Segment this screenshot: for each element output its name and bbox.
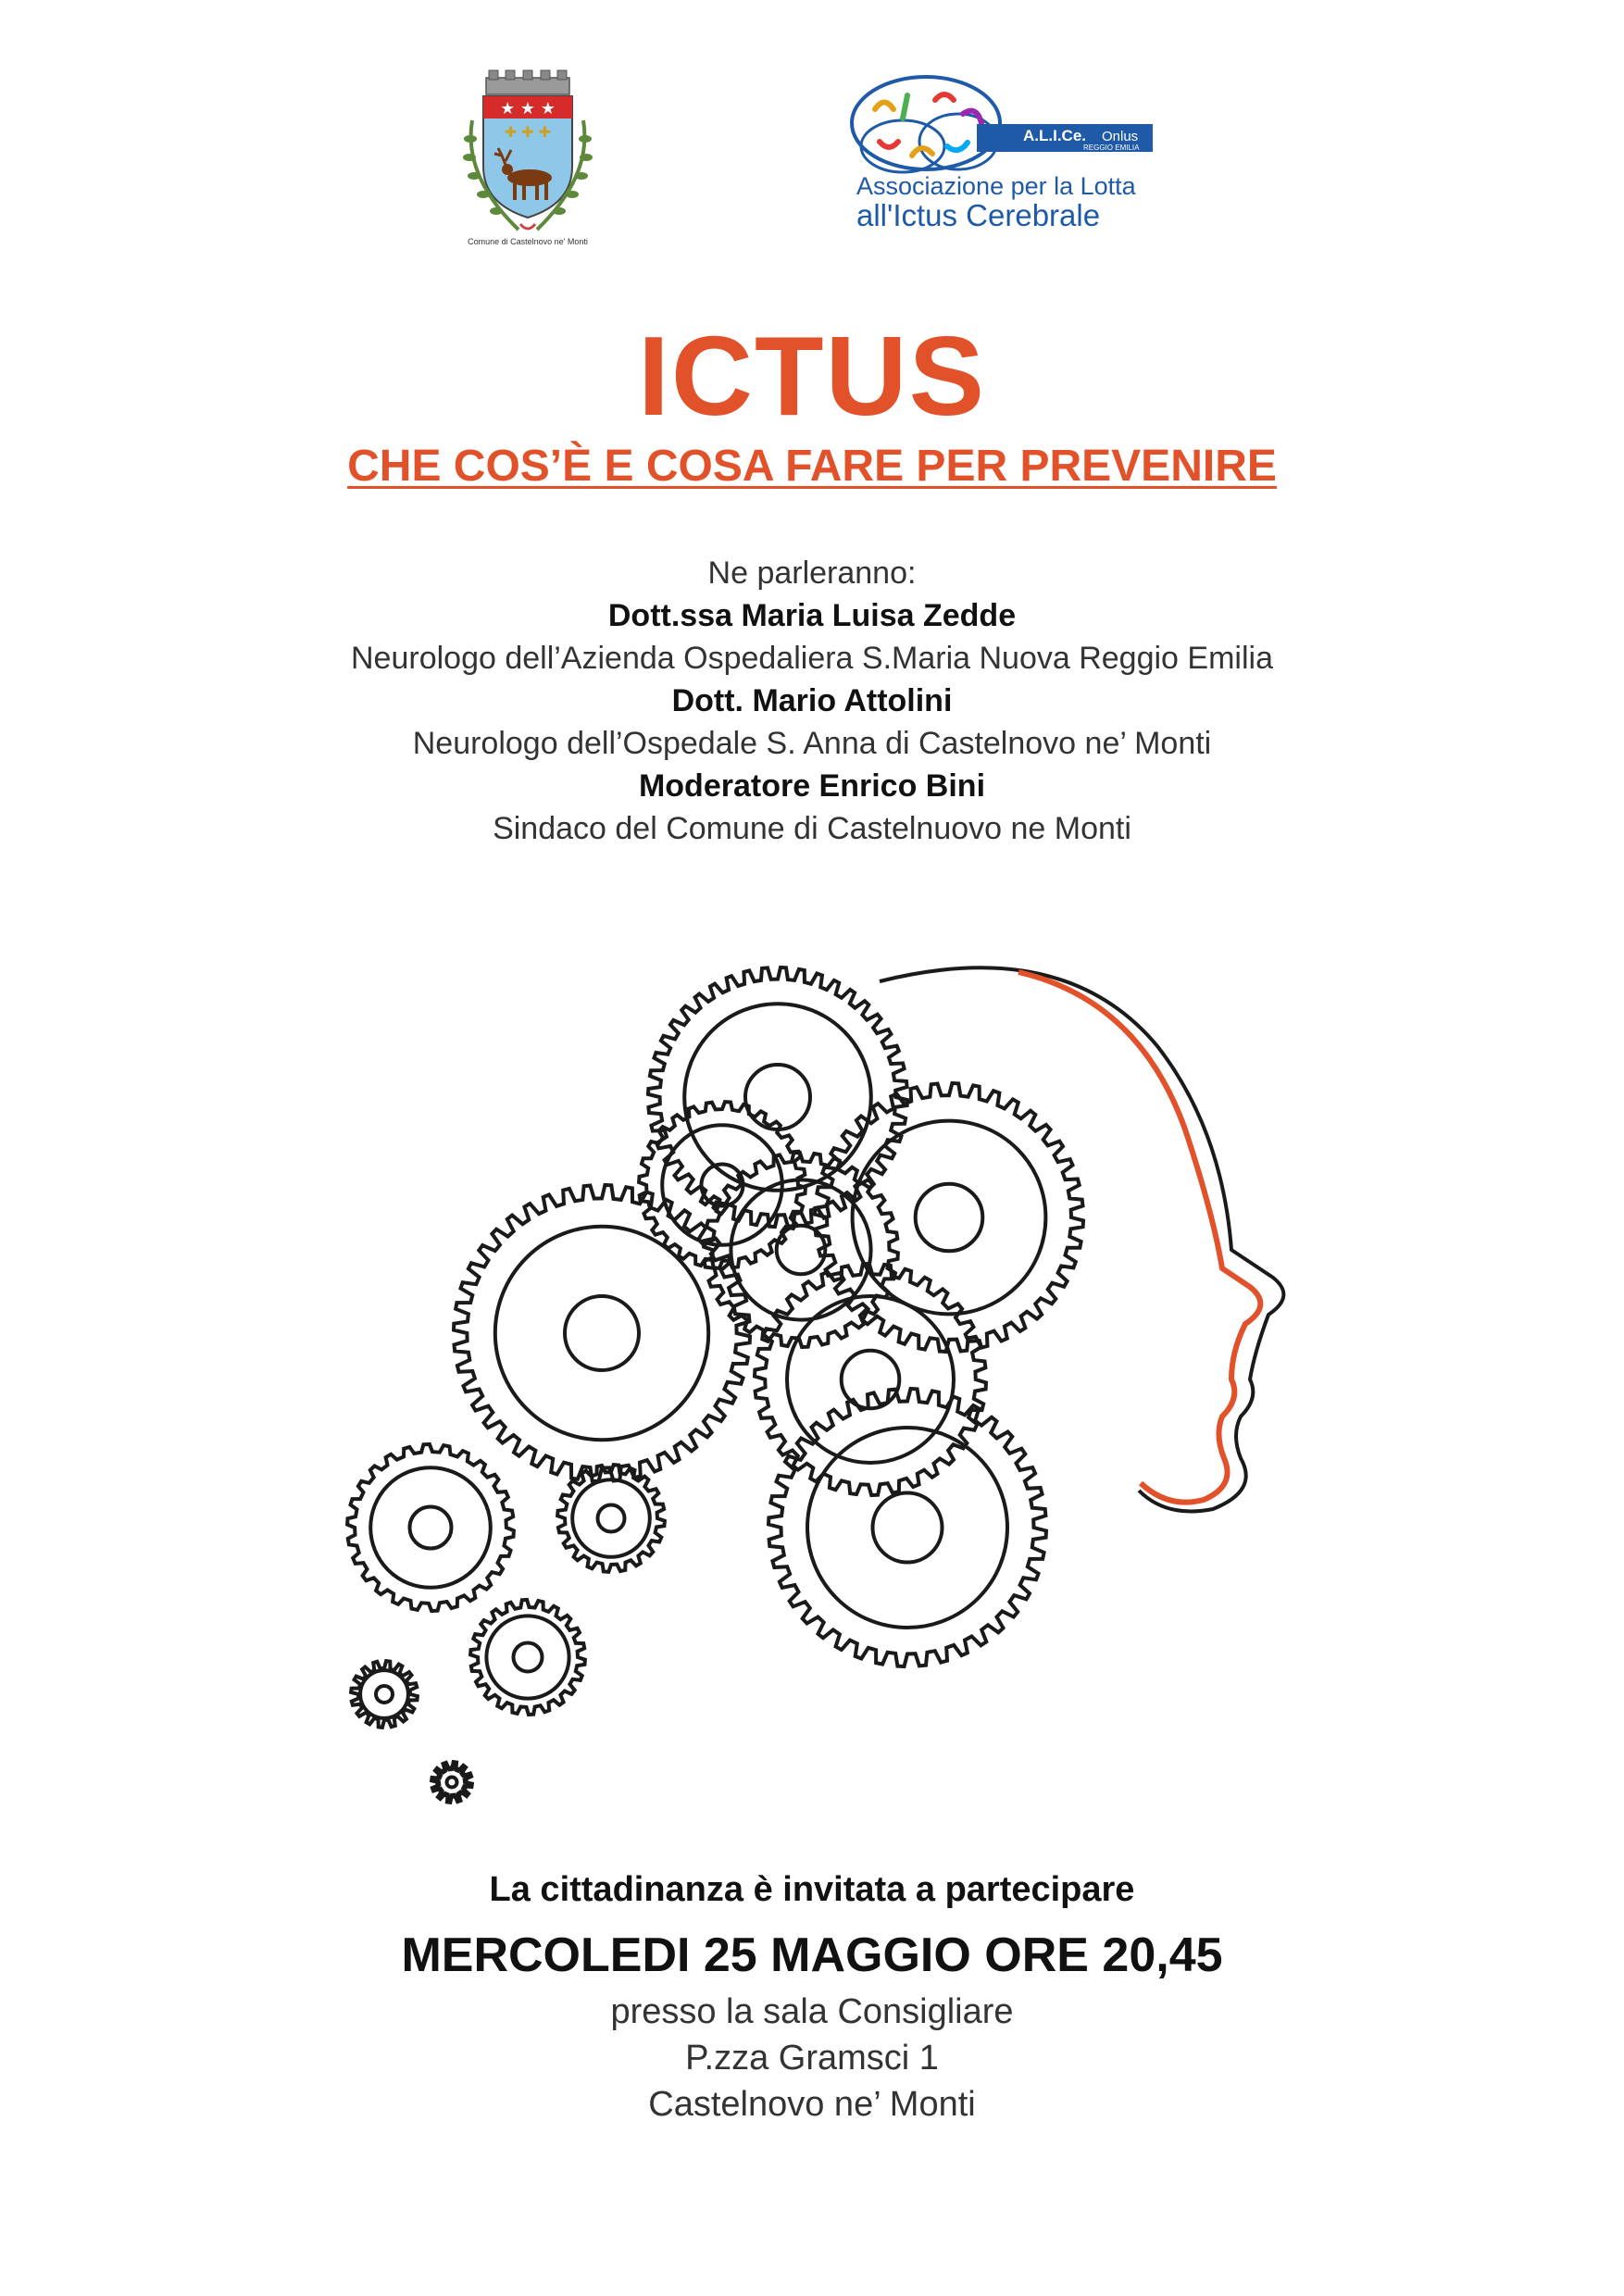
alice-name-line1: Associazione per la Lotta: [856, 172, 1136, 200]
subtitle-text: CHE COS’È E COSA FARE PER PREVENIRE: [347, 442, 1277, 491]
head-profile-icon: [880, 967, 1283, 1511]
gear-hub: [376, 1686, 393, 1703]
gear-rim: [495, 1227, 708, 1440]
speaker-name: Dott. Mario Attolini: [671, 683, 953, 718]
alice-region: REGGIO EMILIA: [1083, 144, 1140, 152]
alice-name-line2: all'Ictus Cerebrale: [856, 198, 1101, 232]
event-address: P.zza Gramsci 1: [685, 2039, 939, 2078]
gear-hub: [565, 1296, 639, 1370]
gear-hub: [745, 1065, 810, 1129]
gear-hub: [447, 1778, 457, 1788]
speaker-role: Neurologo dell’Azienda Ospedaliera S.Maria Nuova Reggio Emilia: [351, 641, 1273, 676]
crest-caption: Comune di Castelnovo ne' Monti: [468, 237, 588, 246]
moderator-role: Sindaco del Comune di Castelnuovo ne Monti: [493, 811, 1131, 846]
gear-rim: [437, 1767, 467, 1797]
head-profile-accent: [1018, 972, 1260, 1503]
gear-icon: [755, 1264, 986, 1495]
gear-rim: [486, 1616, 568, 1698]
gear-hub: [598, 1505, 625, 1532]
gear-rim: [807, 1428, 1007, 1628]
speaker-name: Dott.ssa Maria Luisa Zedde: [607, 598, 1017, 633]
gear-rim: [662, 1125, 782, 1245]
gear-rim: [572, 1479, 650, 1557]
svg-text:★ ★ ★: ★ ★ ★: [500, 99, 556, 119]
event-venue: presso la sala Consigliare: [610, 1992, 1014, 2031]
gear-icon: [768, 1389, 1046, 1666]
alice-onlus: Onlus: [1102, 129, 1139, 144]
gear-hub: [514, 1643, 543, 1672]
moderator-name: Moderatore Enrico Bini: [638, 768, 986, 804]
page-subtitle: [0, 444, 1624, 489]
crown-icon: [486, 70, 569, 94]
gear-icons: [347, 967, 1083, 1803]
gear-icon: [454, 1185, 750, 1481]
gears-head-illustration: [0, 917, 1624, 1815]
gear-hub: [916, 1184, 983, 1252]
gear-rim: [370, 1467, 491, 1588]
gear-icon: [815, 1083, 1083, 1352]
event-town: Castelnovo ne’ Monti: [648, 2085, 976, 2124]
svg-text:✚ ✚ ✚: ✚ ✚ ✚: [504, 123, 552, 141]
alice-onlus-logo: [847, 72, 1181, 239]
alice-abbr: A.L.I.Ce.: [1023, 127, 1087, 144]
invitation-text: La cittadinanza è invitata a partecipare: [489, 1870, 1135, 1909]
speaker-role: Neurologo dell’Ospedale S. Anna di Castelnovo ne’ Monti: [412, 726, 1212, 761]
speakers-block: [0, 552, 1624, 850]
gear-rim: [360, 1670, 408, 1718]
gear-hub: [410, 1507, 452, 1549]
event-date: MERCOLEDI 25 MAGGIO ORE 20,45: [401, 1928, 1223, 1982]
gear-hub: [873, 1493, 943, 1563]
municipal-crest-logo: [444, 65, 611, 250]
gear-icon: [704, 1153, 898, 1347]
speakers-intro: Ne parleranno:: [707, 555, 917, 591]
page-title: ICTUS: [638, 313, 986, 439]
